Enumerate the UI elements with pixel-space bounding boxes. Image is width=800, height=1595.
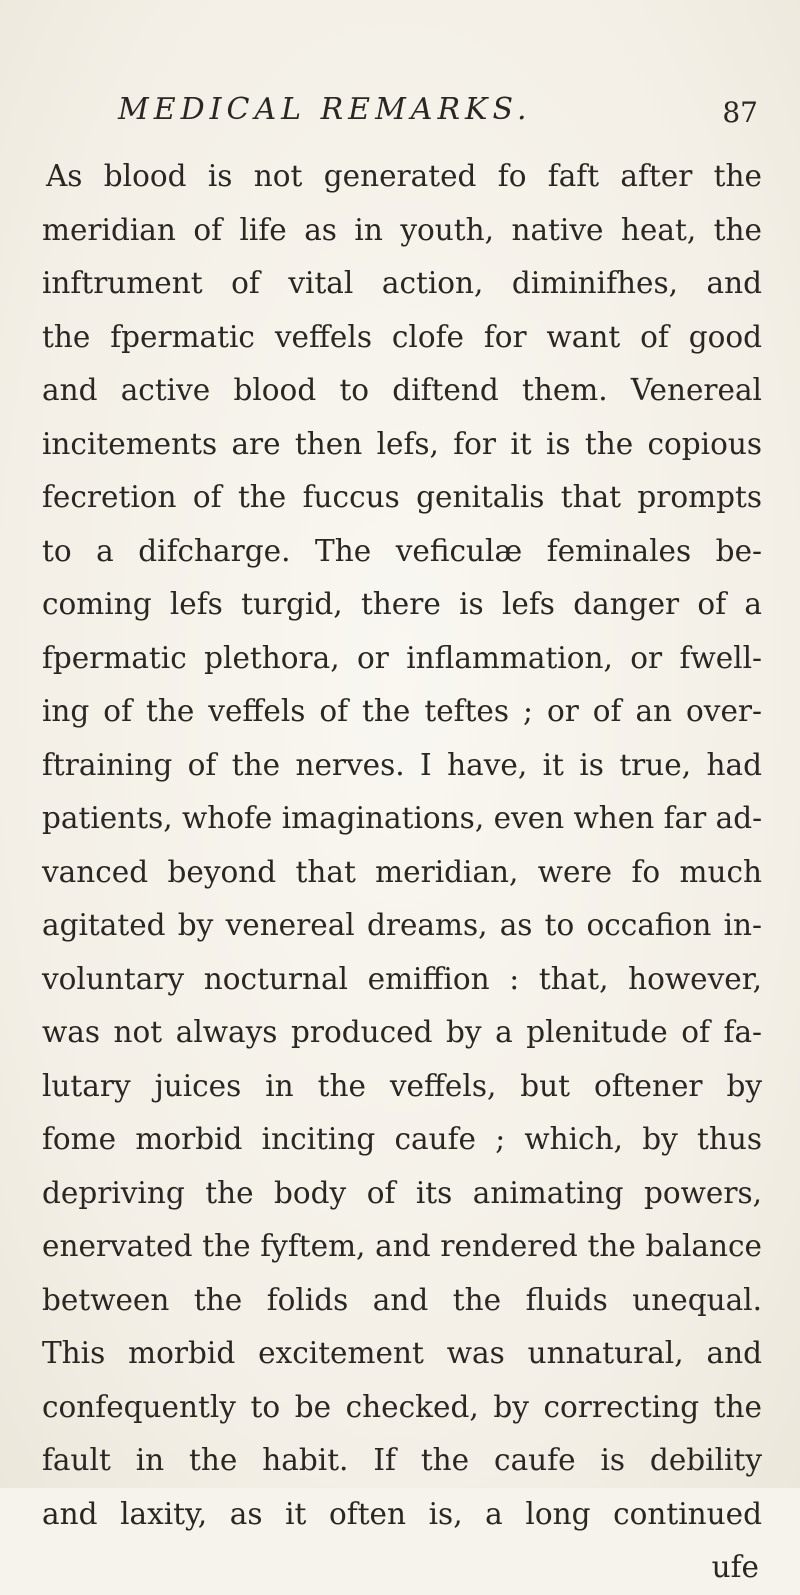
text-line: the fpermatic veffels clofe for want of good <box>42 319 762 354</box>
page-header <box>118 92 758 142</box>
text-line: and active blood to diftend them. Venereal <box>42 373 762 407</box>
text-line: incitements are then lefs, for it is the copious <box>42 426 762 461</box>
catchword: ufe <box>711 1550 759 1584</box>
text-line: agitated by venereal dreams, as to occafion in- <box>42 908 762 942</box>
text-line: voluntary nocturnal emiffion : that, however, <box>42 961 762 996</box>
text-line: fome morbid inciting caufe ; which, by thus <box>42 1122 762 1156</box>
text-line: to a difcharge. The veficulæ feminales be- <box>42 533 762 568</box>
page-number: 87 <box>722 96 758 129</box>
text-line: ing of the veffels of the teftes ; or of an over- <box>42 694 762 728</box>
text-line: inftrument of vital action, diminifhes, and <box>42 266 762 300</box>
text-line: confequently to be checked, by correcting the <box>42 1389 762 1424</box>
text-line: fecretion of the fuccus genitalis that prompts <box>42 480 762 514</box>
text-line: This morbid excitement was unnatural, and <box>42 1336 762 1370</box>
text-line: vanced beyond that meridian, were fo much <box>42 854 762 889</box>
text-line: ftraining of the nerves. I have, it is true, had <box>42 747 762 782</box>
text-line: fault in the habit. If the caufe is debility <box>42 1443 762 1477</box>
text-line: lutary juices in the veffels, but oftener by <box>42 1068 762 1103</box>
text-line: depriving the body of its animating powers, <box>42 1175 762 1210</box>
text-line: patients, whofe imaginations, even when far ad- <box>42 801 763 835</box>
text-line: and laxity, as it often is, a long continued <box>42 1496 762 1531</box>
text-line: enervated the fyftem, and rendered the balance <box>42 1229 762 1263</box>
text-line: was not always produced by a plenitude of fa- <box>42 1015 762 1049</box>
text-line: fpermatic plethora, or inflammation, or fwell- <box>42 640 762 675</box>
running-title: MEDICAL REMARKS. <box>118 92 532 127</box>
text-line: As blood is not generated fo faft after the <box>46 159 762 193</box>
text-line: coming lefs turgid, there is lefs danger of a <box>42 587 762 621</box>
text-line: between the folids and the fluids unequal. <box>42 1282 762 1317</box>
body-paragraph <box>42 150 762 1595</box>
text-line: meridian of life as in youth, native heat, the <box>42 212 762 247</box>
